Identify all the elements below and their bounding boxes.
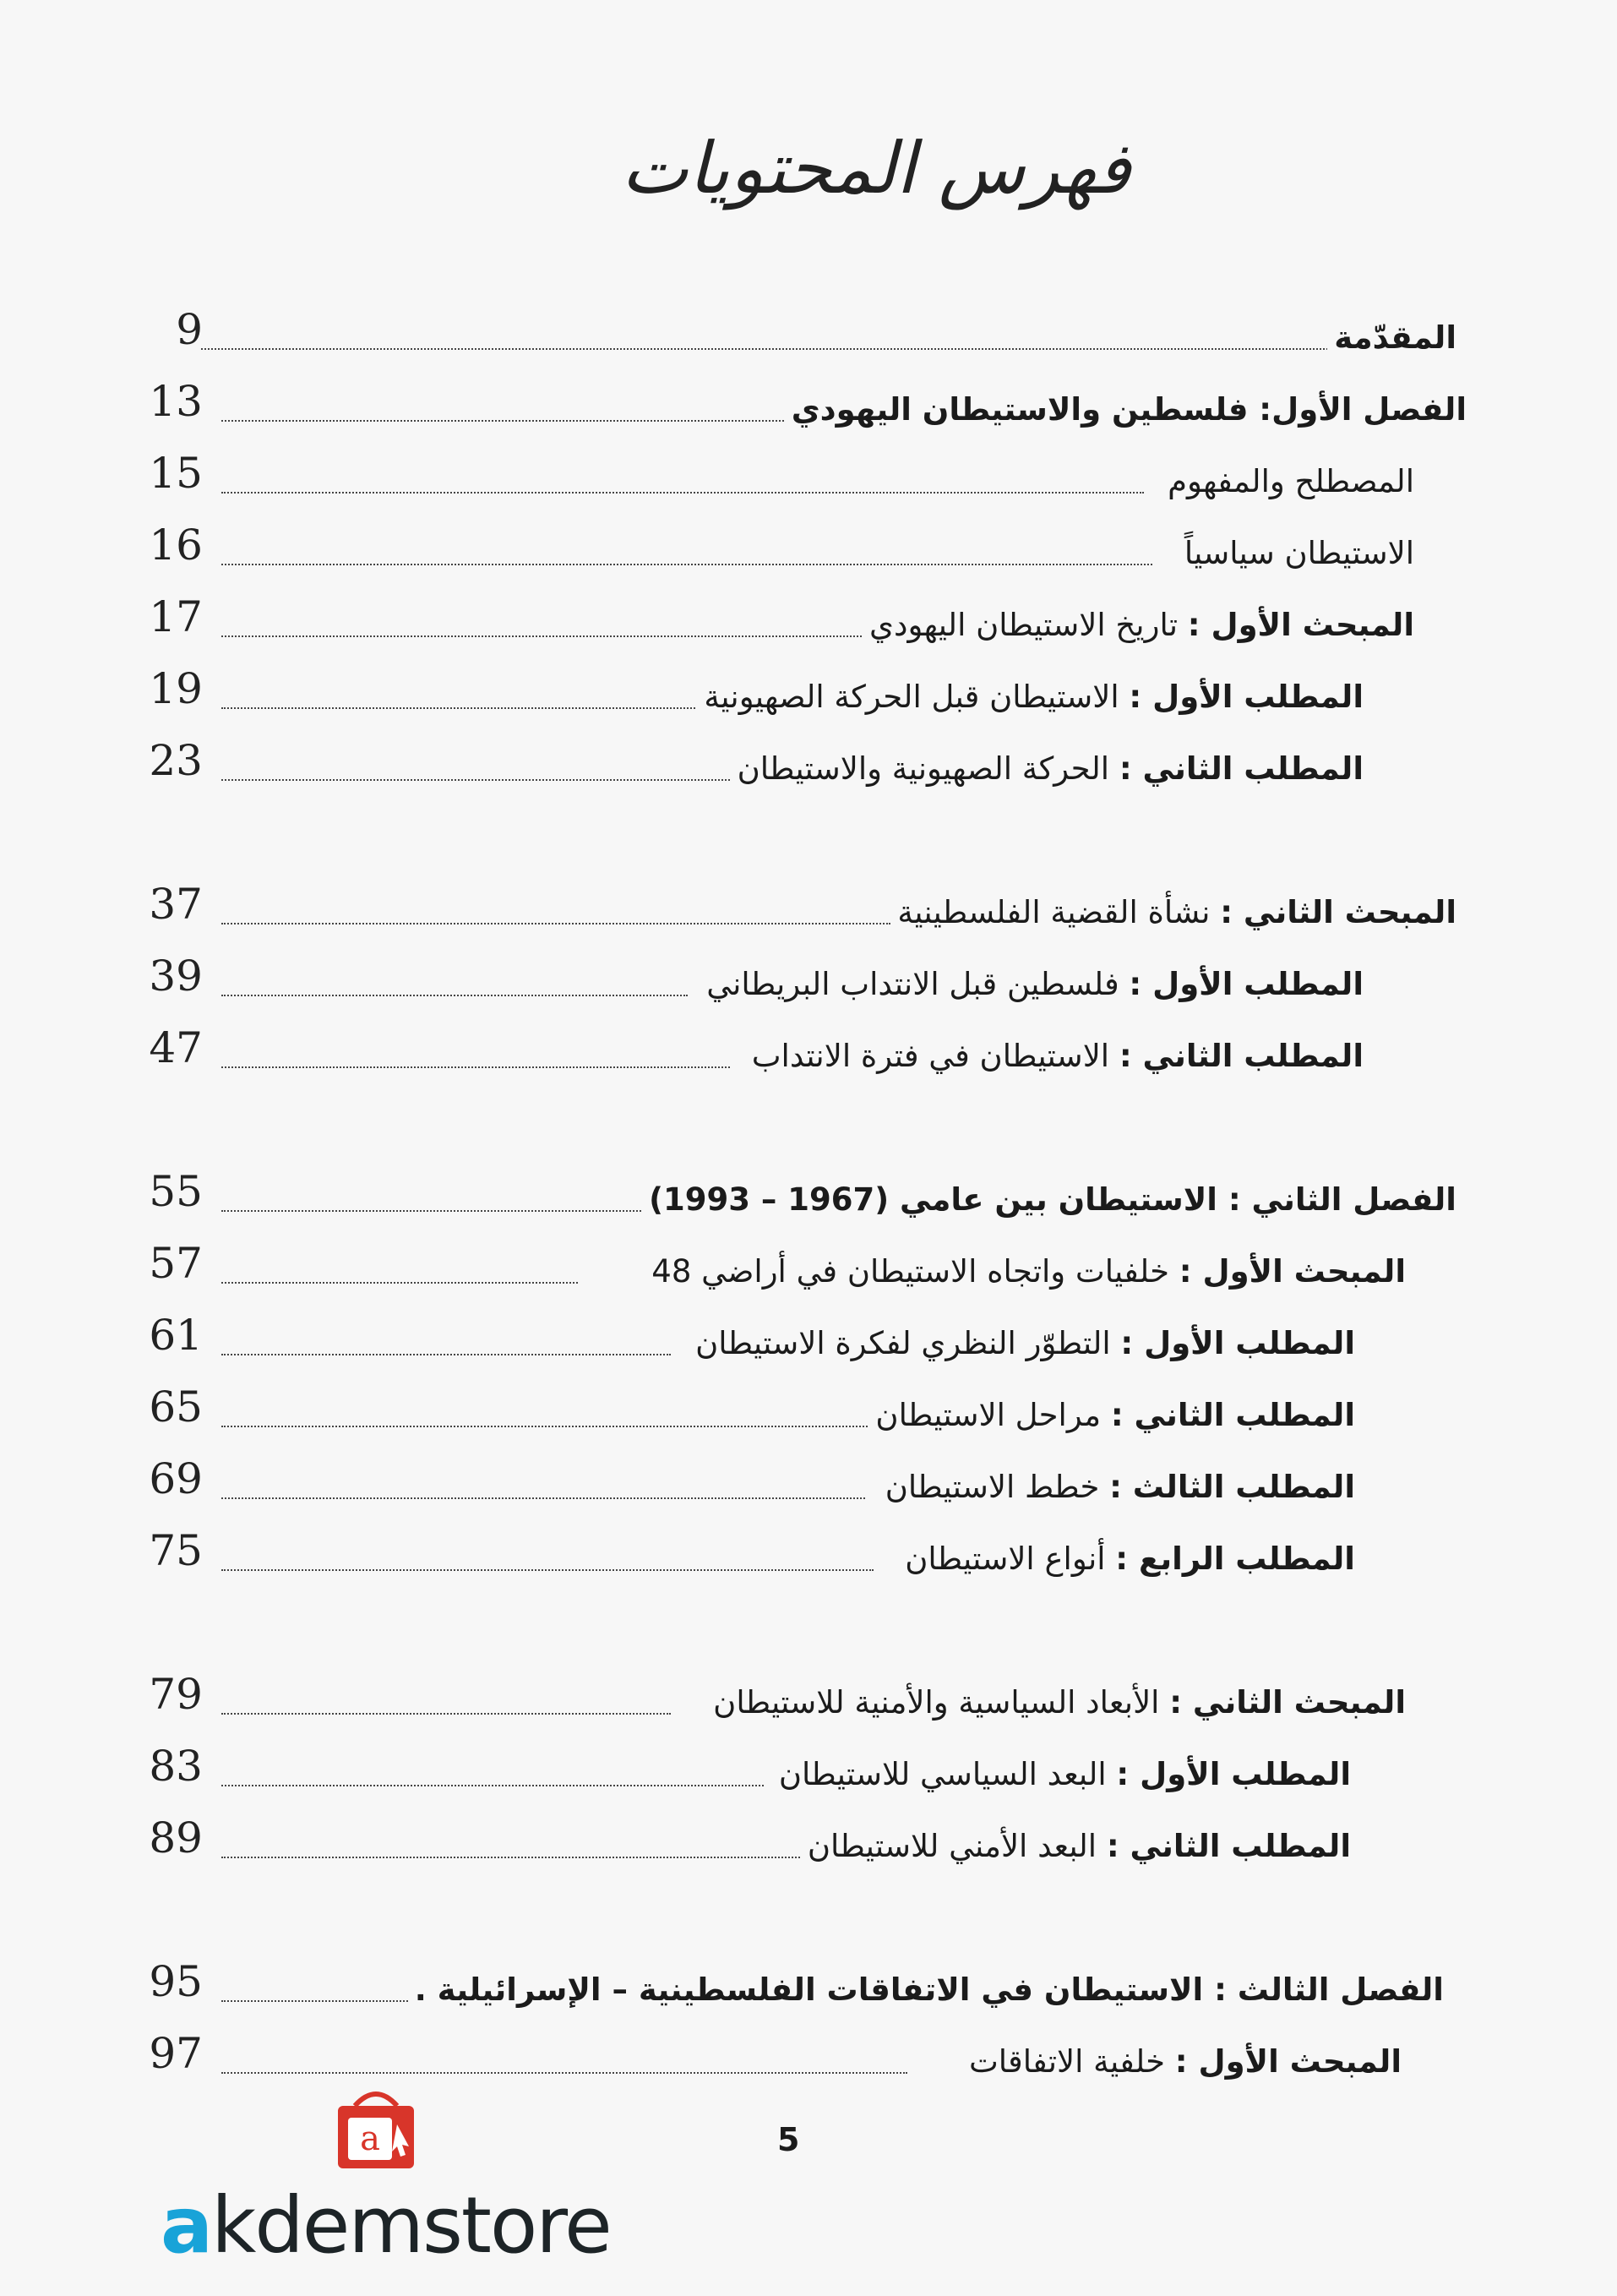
toc-page-number: 75 — [149, 1526, 203, 1575]
toc-leader — [221, 420, 865, 422]
toc-entry-text: المبحث الثاني : الأبعاد السياسية والأمنية للاستيطان — [706, 1669, 1406, 1737]
toc-page-number: 9 — [176, 305, 203, 354]
toc-entry — [0, 296, 1617, 363]
toc-entry-text: المطلب الأول : الاستيطان قبل الحركة الصهيونية — [697, 663, 1364, 731]
toc-entry — [0, 1948, 1617, 2015]
toc-leader — [221, 635, 865, 637]
toc-page-number: 83 — [149, 1742, 203, 1791]
toc-entry — [0, 368, 1617, 435]
toc-page-number: 97 — [149, 2029, 203, 2078]
toc-entry-text: الاستيطان سياسياً — [1178, 520, 1414, 587]
toc-entry — [0, 1230, 1617, 1297]
toc-entry — [0, 1517, 1617, 1584]
toc-leader — [221, 995, 688, 996]
toc-entry-text: المبحث الأول : خلفية الاتفاقات — [962, 2028, 1402, 2096]
toc-page-number: 39 — [149, 952, 203, 1001]
toc-entry — [0, 511, 1617, 579]
toc-entry-text: الفصل الثالث : الاستيطان في الاتفاقات الفلسطينية – الإسرائيلية . — [408, 1956, 1444, 2024]
toc-leader — [221, 1282, 578, 1284]
toc-entry — [0, 1445, 1617, 1513]
toc-leader — [221, 564, 1152, 565]
toc-page-number: 65 — [149, 1383, 203, 1432]
toc-entry-text: المبحث الأول : تاريخ الاستيطان اليهودي — [863, 592, 1414, 659]
store-logo-text: akdemstore — [161, 2180, 611, 2271]
toc-leader — [221, 1713, 671, 1715]
toc-leader — [221, 707, 705, 709]
toc-leader — [221, 1785, 764, 1786]
toc-page-number: 57 — [149, 1239, 203, 1288]
toc-page-number: 55 — [149, 1167, 203, 1216]
toc-entry-text: المطلب الثالث : خطط الاستيطان — [879, 1453, 1355, 1521]
toc-page-number: 37 — [149, 880, 203, 929]
toc-entry-text: المطلب الثاني : مراحل الاستيطان — [868, 1382, 1355, 1449]
page-number: 5 — [777, 2121, 800, 2158]
toc-entry — [0, 1301, 1617, 1369]
toc-leader — [221, 1354, 671, 1355]
toc-entry-text: الفصل الثاني : الاستيطان بين عامي (1967 – 1993) — [642, 1166, 1456, 1234]
toc-page-number: 19 — [149, 664, 203, 713]
page-title: فهرس المحتويات — [621, 127, 1131, 210]
toc-entry — [0, 727, 1617, 794]
toc-leader — [221, 2072, 907, 2074]
toc-entry — [0, 439, 1617, 507]
toc-entry-text: المطلب الرابع : أنواع الاستيطان — [898, 1525, 1355, 1593]
toc-entry-text: المبحث الثاني : نشأة القضية الفلسطينية — [890, 879, 1456, 946]
toc-entry — [0, 1158, 1617, 1225]
toc-leader — [221, 1066, 730, 1068]
toc-leader — [221, 1426, 874, 1427]
toc-page-number: 61 — [149, 1311, 203, 1360]
toc-entry — [0, 1732, 1617, 1800]
toc-entry — [0, 2020, 1617, 2087]
toc-entry — [0, 583, 1617, 651]
toc-page-number: 23 — [149, 736, 203, 785]
toc-page-number: 17 — [149, 592, 203, 641]
toc-leader — [201, 348, 1372, 350]
logo-badge-letter: a — [360, 2119, 380, 2158]
toc-leader — [221, 779, 730, 781]
toc-page-number: 16 — [149, 521, 203, 570]
toc-entry-text: المطلب الأول : فلسطين قبل الانتداب البريطاني — [700, 951, 1364, 1018]
toc-page-number: 89 — [149, 1813, 203, 1862]
toc-entry-text: المقدّمة — [1327, 304, 1456, 372]
toc-entry-text: المطلب الأول : البعد السياسي للاستيطان — [772, 1741, 1351, 1808]
toc-entry-text: الفصل الأول: فلسطين والاستيطان اليهودي — [785, 376, 1467, 444]
toc-page-number: 79 — [149, 1670, 203, 1719]
toc-page-number: 47 — [149, 1023, 203, 1072]
toc-page-number: 95 — [149, 1957, 203, 2006]
toc-entry-text: المبحث الأول : خلفيات واتجاه الاستيطان في أراضي 48 — [645, 1238, 1406, 1306]
toc-leader — [221, 1569, 874, 1571]
toc-entry-text: المطلب الثاني : الحركة الصهيونية والاستيطان — [731, 735, 1364, 803]
toc-entry — [0, 942, 1617, 1010]
toc-entry — [0, 1804, 1617, 1872]
toc-entry — [0, 1014, 1617, 1082]
toc-page-number: 69 — [149, 1454, 203, 1503]
toc-leader — [221, 492, 1144, 494]
toc-leader — [221, 1857, 806, 1858]
toc-entry — [0, 1373, 1617, 1441]
toc-entry-text: المطلب الثاني : البعد الأمني للاستيطان — [801, 1813, 1351, 1880]
toc-entry-text: المصطلح والمفهوم — [1161, 448, 1414, 515]
store-logo-icon — [329, 2087, 422, 2172]
toc-leader — [221, 1497, 865, 1499]
toc-entry-text: المطلب الثاني : الاستيطان في فترة الانتداب — [745, 1023, 1364, 1090]
toc-entry-text: المطلب الأول : التطوّر النظري لفكرة الاستيطان — [689, 1310, 1355, 1377]
toc-leader — [221, 923, 890, 924]
toc-entry — [0, 870, 1617, 938]
toc-entry — [0, 655, 1617, 723]
toc-page-number: 13 — [149, 377, 203, 426]
toc-page-number: 15 — [149, 449, 203, 498]
toc-entry — [0, 1661, 1617, 1728]
